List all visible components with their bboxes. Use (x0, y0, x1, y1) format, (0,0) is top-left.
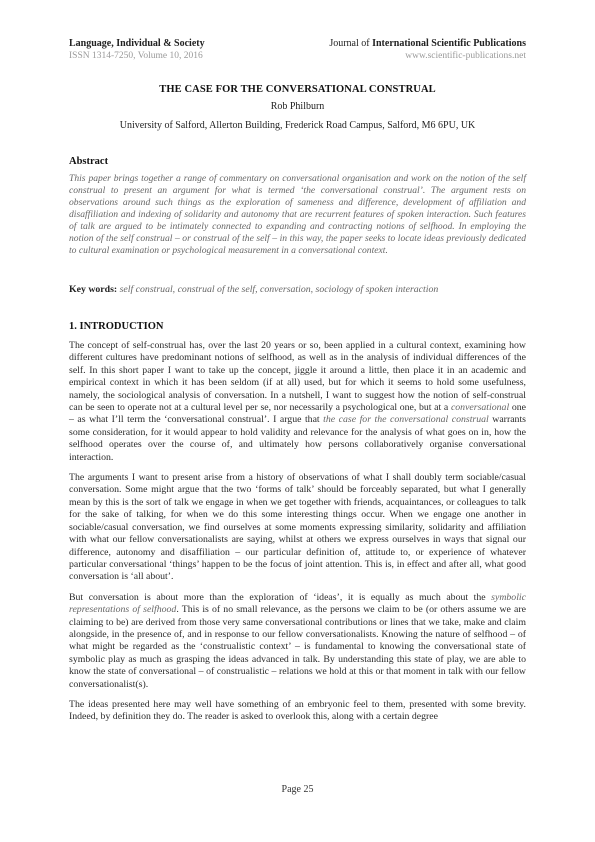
author-affiliation: University of Salford, Allerton Building, Frederick Road Campus, Salford, M6 6PU, UK (119, 120, 476, 131)
abstract-heading: Abstract (69, 156, 109, 167)
author-name: Rob Philburn (270, 101, 325, 112)
section-heading: 1. INTRODUCTION (69, 321, 164, 332)
running-header (69, 37, 526, 67)
body-text (69, 340, 526, 732)
p3-italic: symbolic representations of selfhood (69, 591, 526, 616)
publisher-prefix: Journal of (329, 38, 373, 49)
publisher-url[interactable]: www.scientific-publications.net (405, 51, 526, 61)
paper-title: THE CASE FOR THE CONVERSATIONAL CONSTRUAL (159, 84, 436, 95)
keywords-label: Key words: (69, 284, 118, 295)
abstract-text: This paper brings together a range of commentary on conversational organisation and work on the notion of the self construal to present an argument for what is termed ‘the conversational construal’. The argument rests on observations around such things as the exploration of sameness and difference, development of affiliation and disaffiliation and indexing of solidarity and autonomy that are recurrent features of spoken interaction. Such features of talk are argued to be intimately connected to expanding and contracting notions of selfhood. In employing the notion of the self construal – or construal of the self – in this way, the paper seeks to locate ideas previously dedicated to cultural examination or psychological measurement in a conversational context. (69, 173, 526, 256)
paragraph-1 (69, 340, 526, 464)
p1-italic-2: the case for the conversational construal (323, 414, 489, 426)
p1-text-b: one – as what I’ll term the ‘conversational construal’. I argue that (69, 402, 526, 426)
p3-text-b: . This is of no small relevance, as the persons we claim to be (or others assume we are claiming to be) are derived from those very same conversational contributions or lines that we take, make and claim alongside, in the presence of, and in response to our fellow conversationalists. Knowing the nature of selfhood – of what might be regarded as the ‘construalistic context’ – is fundamental to knowing the conversational state of symbolic play as much as grasping the ideas advanced in talk. By understanding this state of play, we are able to know the state of conversational – of construalistic – relations we hold at this or that moment in talk with our fellow conversationalist(s). (69, 604, 526, 690)
header-right (329, 37, 526, 63)
paragraph-4: The ideas presented here may well have something of an embryonic feel to them, presented with some brevity. Indeed, by definition they do. The reader is asked to overlook this, along with a certain degree (69, 698, 526, 723)
keywords (69, 284, 526, 295)
p1-italic-1: conversational (450, 402, 510, 414)
paragraph-2: The arguments I want to present arise from a history of observations of what I shall doubly term sociable/casual conversation. Some might argue that the two ‘forms of talk’ should be forceably separated, but what I generally mean by this is the sort of talk we engage in when we get together with friends, acquaintances, or colleagues to talk for the sake of talking, for when we do this some interesting things occur. When we engage one another in sociable/casual conversation, we find ourselves at some moments expressing similarity, solidarity and affiliation with what our fellow conversationalists are saying, whilst at others we express ourselves in ways that signal our difference, autonomy and disaffiliation – our particular definition of, attitude to, or experience of whatever particular conversational ‘things’ happen to be the focus of joint attention. This is, in effect and after all, what good conversation is ‘all about’. (69, 472, 526, 583)
p1-text-a: The concept of self-construal has, over the last 20 years or so, been applied in a cultural context, examining how different cultures have predominant notions of selfhood, as well as in the analysis of individual differences of the self. In this short paper I want to take up the concept, jiggle it around a little, then place it in an academic and empirical context in which it has been seldom (if at all) used, but for which it seems to hold some usefulness, namely, the sociological analysis of conversation. In a nutshell, I want to suggest how the notion of self-construal can be seen to operate not at a cultural level per se, nor necessarily a psychological one, but at a (69, 340, 526, 414)
page-number: Page 25 (281, 784, 314, 795)
publisher-bold: International Scientific Publications (372, 38, 526, 49)
paragraph-3 (69, 592, 526, 691)
header-left (69, 37, 205, 63)
p1-text-c: warrants some consideration, for it would appear to hold validity and relevance for the analysis of what goes on in, how the selfhood operates over the course of, and ultimately how persons collaboratively organise conversational interaction. (69, 414, 526, 463)
p3-text-a: But conversation is about more than the exploration of ‘ideas’, it is equally as much about the (69, 591, 492, 603)
journal-name: Language, Individual & Society (69, 38, 205, 49)
publisher-name (329, 37, 526, 50)
journal-issn: ISSN 1314-7250, Volume 10, 2016 (69, 51, 203, 61)
keywords-text: self construal, construal of the self, conversation, sociology of spoken interaction (117, 284, 439, 295)
